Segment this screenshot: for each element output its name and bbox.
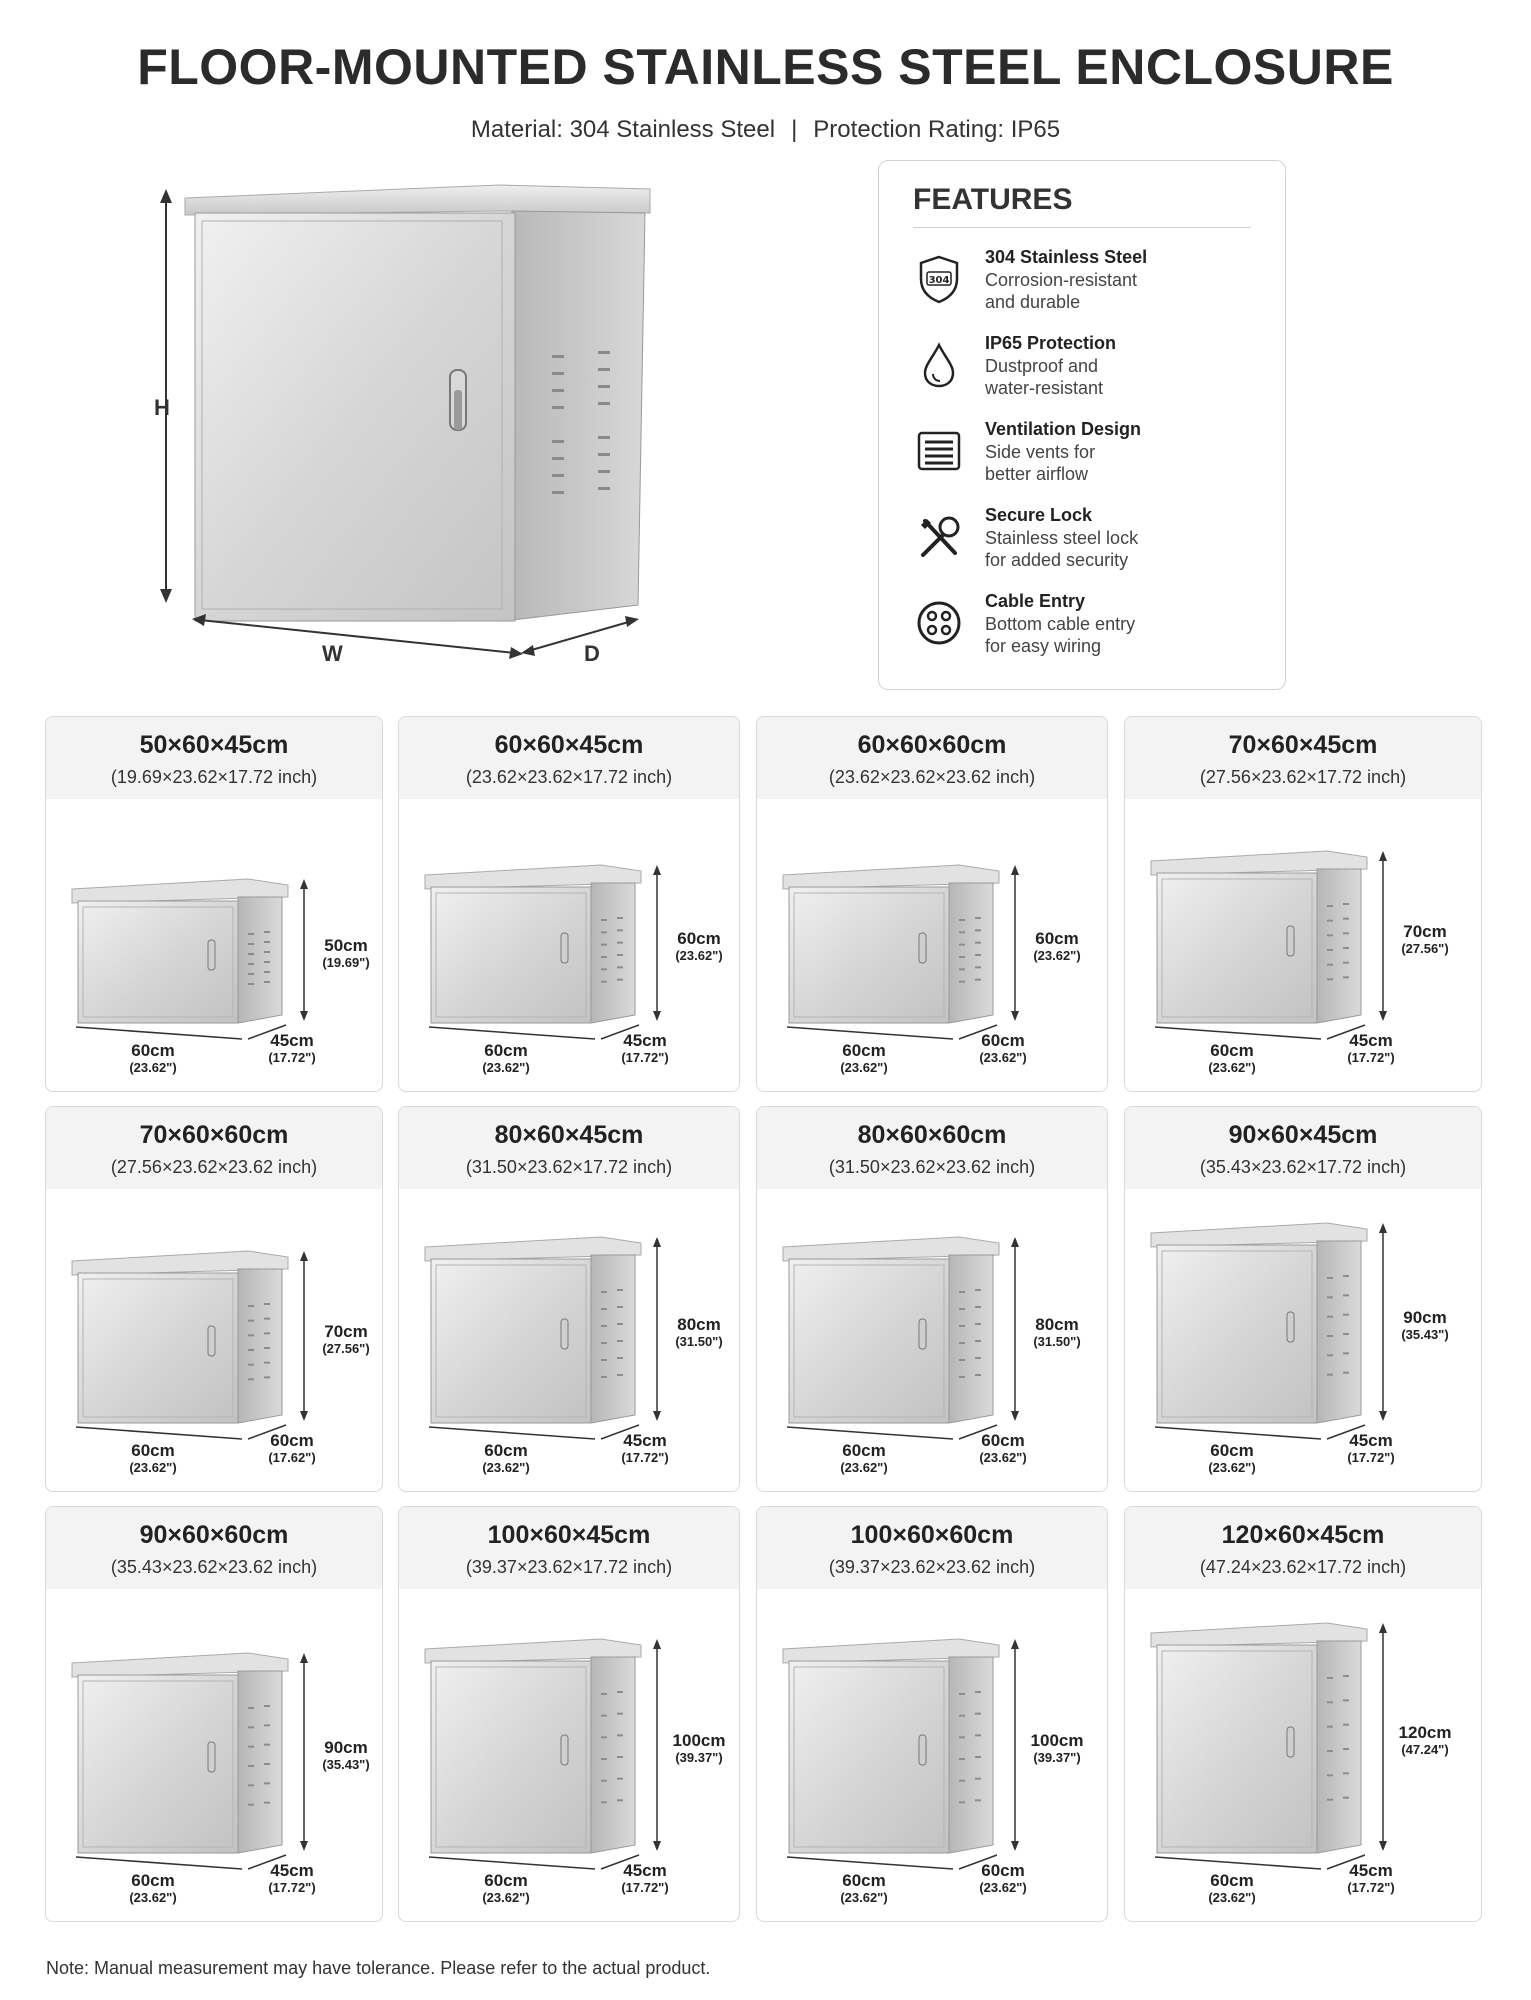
feature-name: Secure Lock <box>985 505 1093 525</box>
height-label: H <box>154 395 170 420</box>
depth-dimension-label: 60cm (17.62") <box>268 1431 316 1465</box>
feature-name: Cable Entry <box>985 591 1086 611</box>
model-size-cm: 60×60×60cm <box>857 731 1007 759</box>
height-dimension-label: 80cm (31.50") <box>1033 1315 1081 1349</box>
features-divider <box>913 227 1251 228</box>
model-size-inch: (35.43×23.62×17.72 inch) <box>1199 1157 1407 1177</box>
width-dimension-label: 60cm (23.62") <box>129 1041 177 1075</box>
model-size-cm: 70×60×60cm <box>139 1121 289 1149</box>
model-size-inch: (31.50×23.62×17.72 inch) <box>465 1157 673 1177</box>
model-size-cm: 50×60×45cm <box>139 731 289 759</box>
model-card <box>756 1106 1108 1492</box>
feature-name: Ventilation Design <box>985 419 1142 439</box>
width-dimension-label: 60cm (23.62") <box>1208 1871 1256 1905</box>
height-dimension-label: 100cm (39.37") <box>1030 1731 1084 1765</box>
shield-badge-text: 304 <box>928 275 950 286</box>
model-card <box>1124 716 1482 1092</box>
cabinet-illustration <box>1125 1107 1482 1492</box>
model-card <box>398 716 740 1092</box>
model-size-inch: (27.56×23.62×23.62 inch) <box>110 1157 318 1177</box>
model-size-cm: 80×60×45cm <box>494 1121 644 1149</box>
model-size-cm: 70×60×45cm <box>1228 731 1378 759</box>
model-size-inch: (27.56×23.62×17.72 inch) <box>1199 767 1407 787</box>
feature-item <box>913 591 1263 671</box>
model-card <box>45 716 383 1092</box>
cabinet-illustration <box>46 717 383 1092</box>
width-dimension-label: 60cm (23.62") <box>1208 1041 1256 1075</box>
cabinet-illustration <box>1125 1507 1482 1922</box>
feature-description: Bottom cable entry for easy wiring <box>985 614 1136 656</box>
page-title: FLOOR-MOUNTED STAINLESS STEEL ENCLOSURE <box>137 39 1394 95</box>
page-subtitle <box>0 116 1531 144</box>
tools-icon <box>913 511 965 563</box>
model-card <box>398 1506 740 1922</box>
width-dimension-label: 60cm (23.62") <box>840 1041 888 1075</box>
depth-dimension-label: 45cm (17.72") <box>621 1031 669 1065</box>
depth-dimension-label: 45cm (17.72") <box>621 1861 669 1895</box>
width-dimension-label: 60cm (23.62") <box>1208 1441 1256 1475</box>
model-size-inch: (47.24×23.62×17.72 inch) <box>1199 1557 1407 1577</box>
width-label: W <box>322 641 343 666</box>
height-dimension-label: 70cm (27.56") <box>1401 922 1449 956</box>
model-size-cm: 60×60×45cm <box>494 731 644 759</box>
feature-name: 304 Stainless Steel <box>985 247 1148 267</box>
cabinet-illustration <box>757 717 1108 1092</box>
model-size-inch: (35.43×23.62×23.62 inch) <box>110 1557 318 1577</box>
width-dimension-label: 60cm (23.62") <box>129 1871 177 1905</box>
depth-dimension-label: 60cm (23.62") <box>979 1861 1027 1895</box>
cabinet-illustration <box>1125 717 1482 1092</box>
cabinet-illustration <box>399 1107 740 1492</box>
features-panel <box>878 160 1286 690</box>
model-card <box>756 716 1108 1092</box>
feature-item <box>913 505 1263 585</box>
rating-text: Protection Rating: IP65 <box>813 116 1061 143</box>
cabinet-illustration <box>757 1107 1108 1492</box>
model-size-cm: 100×60×45cm <box>487 1521 651 1549</box>
shield-304-icon <box>913 253 965 305</box>
width-dimension-label: 60cm (23.62") <box>482 1871 530 1905</box>
model-size-inch: (23.62×23.62×17.72 inch) <box>465 767 673 787</box>
cable-entry-icon <box>913 597 965 649</box>
height-dimension-label: 80cm (31.50") <box>675 1315 723 1349</box>
subtitle-separator: | <box>791 116 798 143</box>
depth-dimension-label: 45cm (17.72") <box>621 1431 669 1465</box>
depth-dimension-label: 45cm (17.72") <box>268 1861 316 1895</box>
height-dimension-label: 120cm (47.24") <box>1398 1723 1452 1757</box>
hero-enclosure-image <box>140 175 660 675</box>
model-size-cm: 120×60×45cm <box>1221 1521 1385 1549</box>
feature-description: Side vents for better airflow <box>985 442 1096 484</box>
features-title: FEATURES <box>913 183 1073 216</box>
height-dimension-label: 60cm (23.62") <box>675 929 723 963</box>
model-size-inch: (23.62×23.62×23.62 inch) <box>828 767 1036 787</box>
depth-dimension-label: 45cm (17.72") <box>1347 1431 1395 1465</box>
model-card <box>45 1506 383 1922</box>
model-card <box>1124 1106 1482 1492</box>
model-card <box>45 1106 383 1492</box>
feature-item <box>913 247 1263 327</box>
depth-dimension-label: 45cm (17.72") <box>268 1031 316 1065</box>
height-dimension-label: 70cm (27.56") <box>322 1322 370 1356</box>
hero-cabinet-illustration <box>140 175 660 675</box>
cabinet-illustration <box>399 1507 740 1922</box>
width-dimension-label: 60cm (23.62") <box>482 1041 530 1075</box>
feature-description: Stainless steel lock for added security <box>985 528 1139 570</box>
depth-dimension-label: 60cm (23.62") <box>979 1031 1027 1065</box>
model-size-inch: (39.37×23.62×23.62 inch) <box>828 1557 1036 1577</box>
material-text: Material: 304 Stainless Steel <box>470 116 776 143</box>
cabinet-illustration <box>399 717 740 1092</box>
cabinet-illustration <box>757 1507 1108 1922</box>
model-size-inch: (31.50×23.62×23.62 inch) <box>828 1157 1036 1177</box>
depth-label: D <box>584 641 600 666</box>
cabinet-illustration <box>46 1107 383 1492</box>
model-size-inch: (39.37×23.62×17.72 inch) <box>465 1557 673 1577</box>
height-dimension-label: 90cm (35.43") <box>1401 1308 1449 1342</box>
height-dimension-label: 100cm (39.37") <box>672 1731 726 1765</box>
model-card <box>398 1106 740 1492</box>
model-size-cm: 80×60×60cm <box>857 1121 1007 1149</box>
height-dimension-label: 90cm (35.43") <box>322 1738 370 1772</box>
water-drop-icon <box>913 339 965 391</box>
feature-name: IP65 Protection <box>985 333 1117 353</box>
depth-dimension-label: 45cm (17.72") <box>1347 1031 1395 1065</box>
depth-dimension-label: 45cm (17.72") <box>1347 1861 1395 1895</box>
feature-description: Corrosion-resistant and durable <box>985 270 1138 312</box>
model-size-inch: (19.69×23.62×17.72 inch) <box>110 767 318 787</box>
cabinet-illustration <box>46 1507 383 1922</box>
vent-icon <box>913 425 965 477</box>
width-dimension-label: 60cm (23.62") <box>840 1871 888 1905</box>
feature-item <box>913 419 1263 499</box>
model-size-cm: 90×60×60cm <box>139 1521 289 1549</box>
depth-dimension-label: 60cm (23.62") <box>979 1431 1027 1465</box>
width-dimension-label: 60cm (23.62") <box>482 1441 530 1475</box>
width-dimension-label: 60cm (23.62") <box>840 1441 888 1475</box>
footer-note: Note: Manual measurement may have tolerance. Please refer to the actual product. <box>46 1958 711 1978</box>
model-card <box>1124 1506 1482 1922</box>
width-dimension-label: 60cm (23.62") <box>129 1441 177 1475</box>
height-dimension-label: 60cm (23.62") <box>1033 929 1081 963</box>
model-size-cm: 100×60×60cm <box>850 1521 1014 1549</box>
feature-item <box>913 333 1263 413</box>
model-card <box>756 1506 1108 1922</box>
model-size-cm: 90×60×45cm <box>1228 1121 1378 1149</box>
height-dimension-label: 50cm (19.69") <box>322 936 370 970</box>
feature-description: Dustproof and water-resistant <box>985 356 1104 398</box>
